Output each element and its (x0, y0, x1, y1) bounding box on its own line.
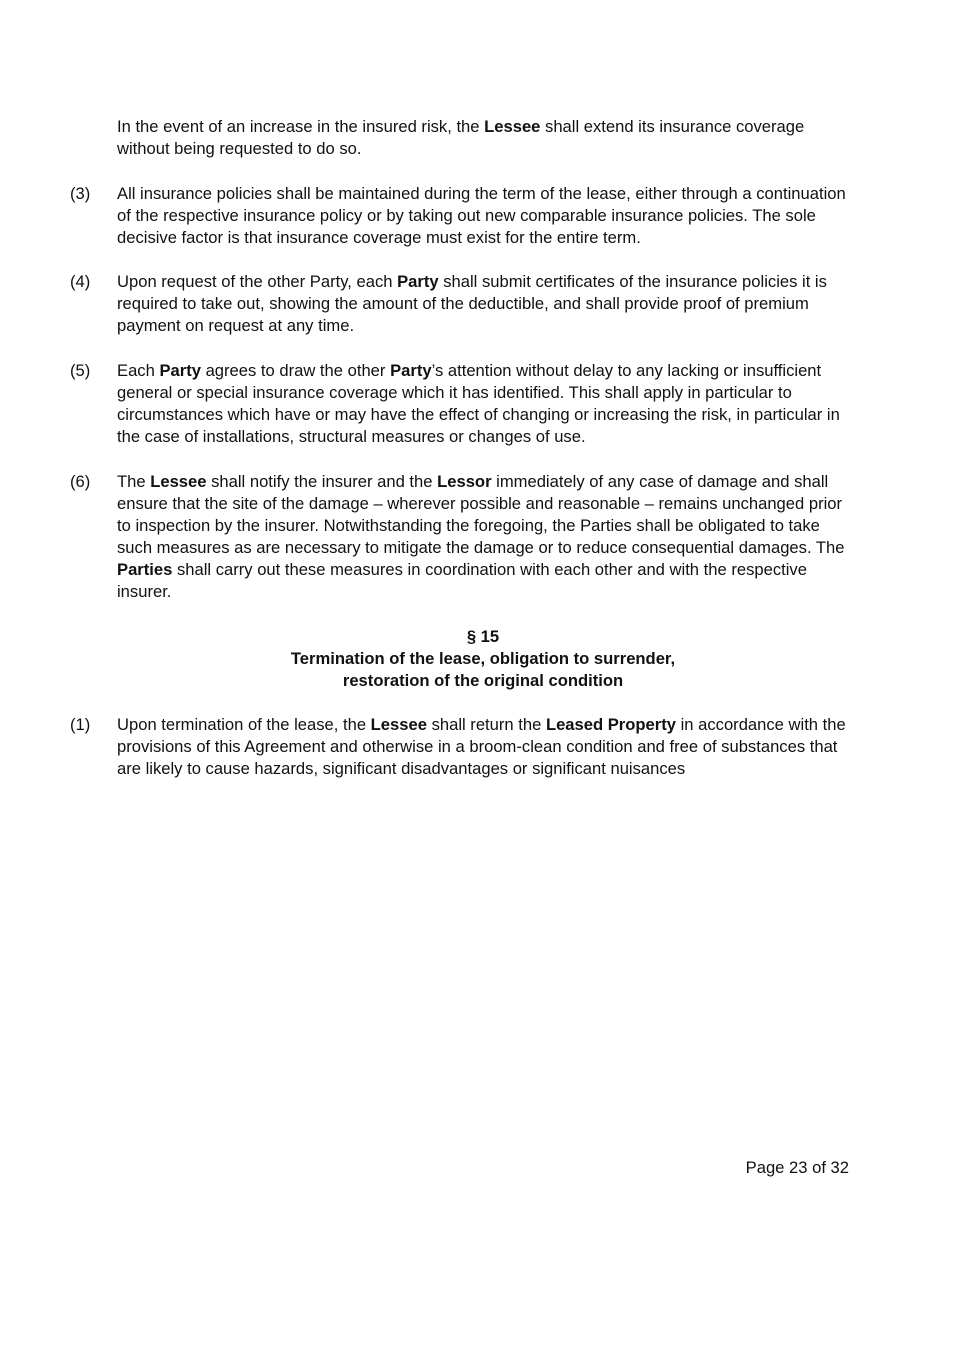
clause-6-text: The Lessee shall notify the insurer and the Lessor immediately of any case of damage and shall ensure that the site of the damage – wherever possible and reasonable – remains unchanged prior to inspection by the insurer. Notwithstanding the foregoing, the Parties shall be obligated to take such measures as are necessary to mitigate the damage or to reduce consequential damages. The Parties shall carry out these measures in coordination with each other and with the respective insurer. (117, 472, 845, 602)
term-leased-property: Leased Property (545, 715, 676, 734)
clause-5-text: Each Party agrees to draw the other Party’s attention without delay to any lacking or insufficient general or special insurance coverage which it has identified. This shall apply in particular to circumstances which have or may have the effect of changing or increasing the risk, in particular in the case of installations, structural measures or changes of use. (117, 361, 840, 447)
clause-number: (1) (70, 715, 91, 734)
term-party: Party (397, 272, 439, 291)
term-lessee: Lessee (484, 117, 541, 136)
page-number: Page 23 of 32 (745, 1158, 849, 1177)
term-party: Party (390, 361, 432, 380)
section-title-line-2: restoration of the original condition (342, 671, 624, 690)
term-lessee: Lessee (150, 472, 207, 491)
term-party: Party (159, 361, 201, 380)
clause-number: (6) (70, 472, 91, 491)
section-title-line-1: Termination of the lease, obligation to surrender, (290, 649, 676, 668)
clause-4-text: Upon request of the other Party, each Party shall submit certificates of the insurance policies it is required to take out, showing the amount of the deductible, and shall provide proof of premium payment on request at any time. (117, 272, 827, 336)
clause-number: (4) (70, 272, 91, 291)
term-parties: Parties (117, 560, 173, 580)
intro-text: In the event of an increase in the insured risk, the (117, 117, 485, 136)
clause-number: (5) (70, 361, 91, 380)
term-lessee: Lessee (370, 715, 427, 734)
clause-15-1-text: Upon termination of the lease, the Lessee shall return the Leased Property in accordance with the provisions of this Agreement and otherwise in a broom-clean condition and free of substances that are likely to cause hazards, significant disadvantages or significant nuisances (117, 715, 846, 779)
clause-3-text: All insurance policies shall be maintained during the term of the lease, either through a continuation of the respective insurance policy or by taking out new comparable insurance policies. The sole decisive factor is that insurance coverage must exist for the entire term. (117, 184, 846, 248)
intro-paragraph (117, 116, 857, 160)
section-symbol: § 15 (466, 627, 500, 646)
term-lessor: Lessor (437, 472, 492, 491)
clause-number: (3) (70, 184, 91, 203)
intro-text: shall extend its insurance coverage without being requested to do so. (117, 117, 805, 159)
